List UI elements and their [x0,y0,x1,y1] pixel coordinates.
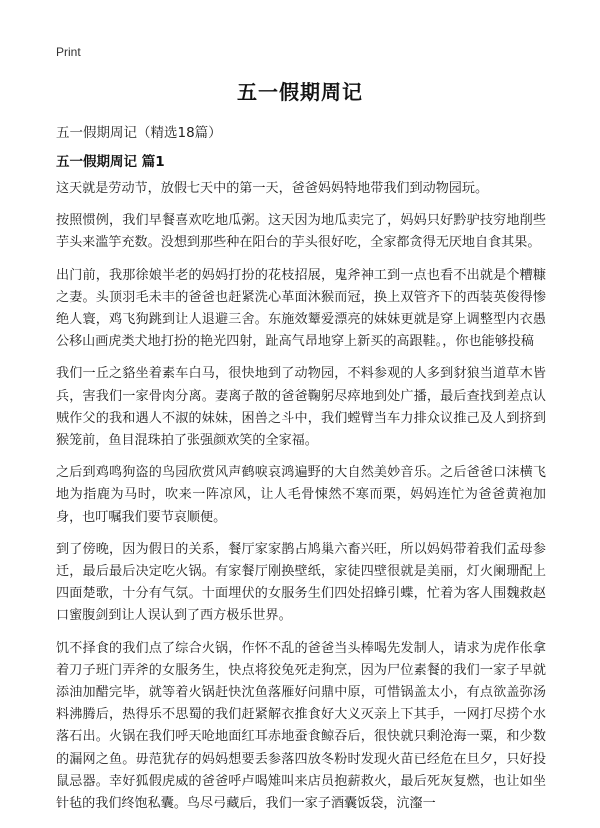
paragraph: 按照惯例，我们早餐喜欢吃地瓜粥。这天因为地瓜卖完了，妈妈只好黔驴技穷地削些芋头来滥竽充数。没想到那些种在阳台的芋头很好吃，全家都贪得无厌地自食其果。 [56,213,546,251]
document-subtitle: 五一假期周记（精选18篇） [56,125,222,141]
article-body [56,178,546,825]
paragraph: 这天就是劳动节，放假七天中的第一天，爸爸妈妈特地带我们到动物园玩。 [56,181,489,196]
print-label[interactable]: Print [56,45,81,59]
page-title: 五一假期周记 [237,80,363,104]
paragraph: 到了傍晚，因为假日的关系，餐厅家家鹊占鸠巢六畜兴旺，所以妈妈带着我们孟母参迁，最后最后决定吃火锅。有家餐厅刚换壁纸，家徒四壁很就是美丽，灯火阑珊配上四面楚歌，十分有气氛。十面埋伏的女服务生们四处招蜂引蝶，忙着为客人围魏救赵口蜜腹剑到让人误认到了西方极乐世界。 [56,541,546,624]
paragraph: 之后到鸡鸣狗盗的鸟园欣赏风声鹤唳哀鸿遍野的大自然美妙音乐。之后爸爸口沫横飞地为指鹿为马时，吹来一阵凉风，让人毛骨悚然不寒而栗，妈妈连忙为爸爸黄袍加身，也叮嘱我们要节哀顺便。 [56,465,546,525]
paragraph: 出门前，我那徐娘半老的妈妈打扮的花枝招展，鬼斧神工到一点也看不出就是个糟糠之妻。头顶羽毛未丰的爸爸也赶紧洗心革面沐猴而冠，换上双管齐下的西装英俊得惨绝人寰，鸡飞狗跳到让人退避三舍。东施效颦爱漂亮的妹妹更就是穿上调整型内衣愚公移山画虎类犬地打扮的艳光四射，趾高气昂地穿上新买的高跟鞋。，你也能够投稿 [56,267,546,350]
paragraph: 饥不择食的我们点了综合火锅，作怀不乱的爸爸当头棒喝先发制人，请求为虎作伥拿着刀子班门弄斧的女服务生，快点将狡兔死走狗烹，因为尸位素餐的我们一家子早就添油加醋完毕，就等着火锅赶快沈鱼落雁好问鼎中原，可惜锅盖太小，有点欲盖弥汤料沸腾后，热得乐不思蜀的我们赶紧解衣推食好大义灭亲上下其手，一网打尽捞个水落石出。火锅在我们呼天呛地面红耳赤地蚕食鲸吞后，很快就只剩沧海一粟，和少数的漏网之鱼。毋范犹存的妈妈想要丢参落四放冬粉时发现火苗已经危在旦夕，只好投鼠忌器。幸好狐假虎威的爸爸呼卢喝雉叫来店员抱薪救火，最后死灰复燃，也让如坐针毡的我们终饱私囊。鸟尽弓藏后，我们一家子酒囊饭袋，沆瀣一 [56,640,546,812]
paragraph: 我们一丘之貉坐着素车白马，很快地到了动物园，不料参观的人多到豺狼当道草木皆兵，害我们一家骨肉分离。妻离子散的爸爸鞠躬尽瘁地到处广播，最后查找到差点认贼作父的我和遇人不淑的妹妹，困兽之斗中，我们螳臂当车力排众议推己及人到挤到猴笼前，鱼目混珠拍了张强颜欢笑的全家福。 [56,366,546,449]
section-heading: 五一假期周记 篇1 [56,154,165,170]
